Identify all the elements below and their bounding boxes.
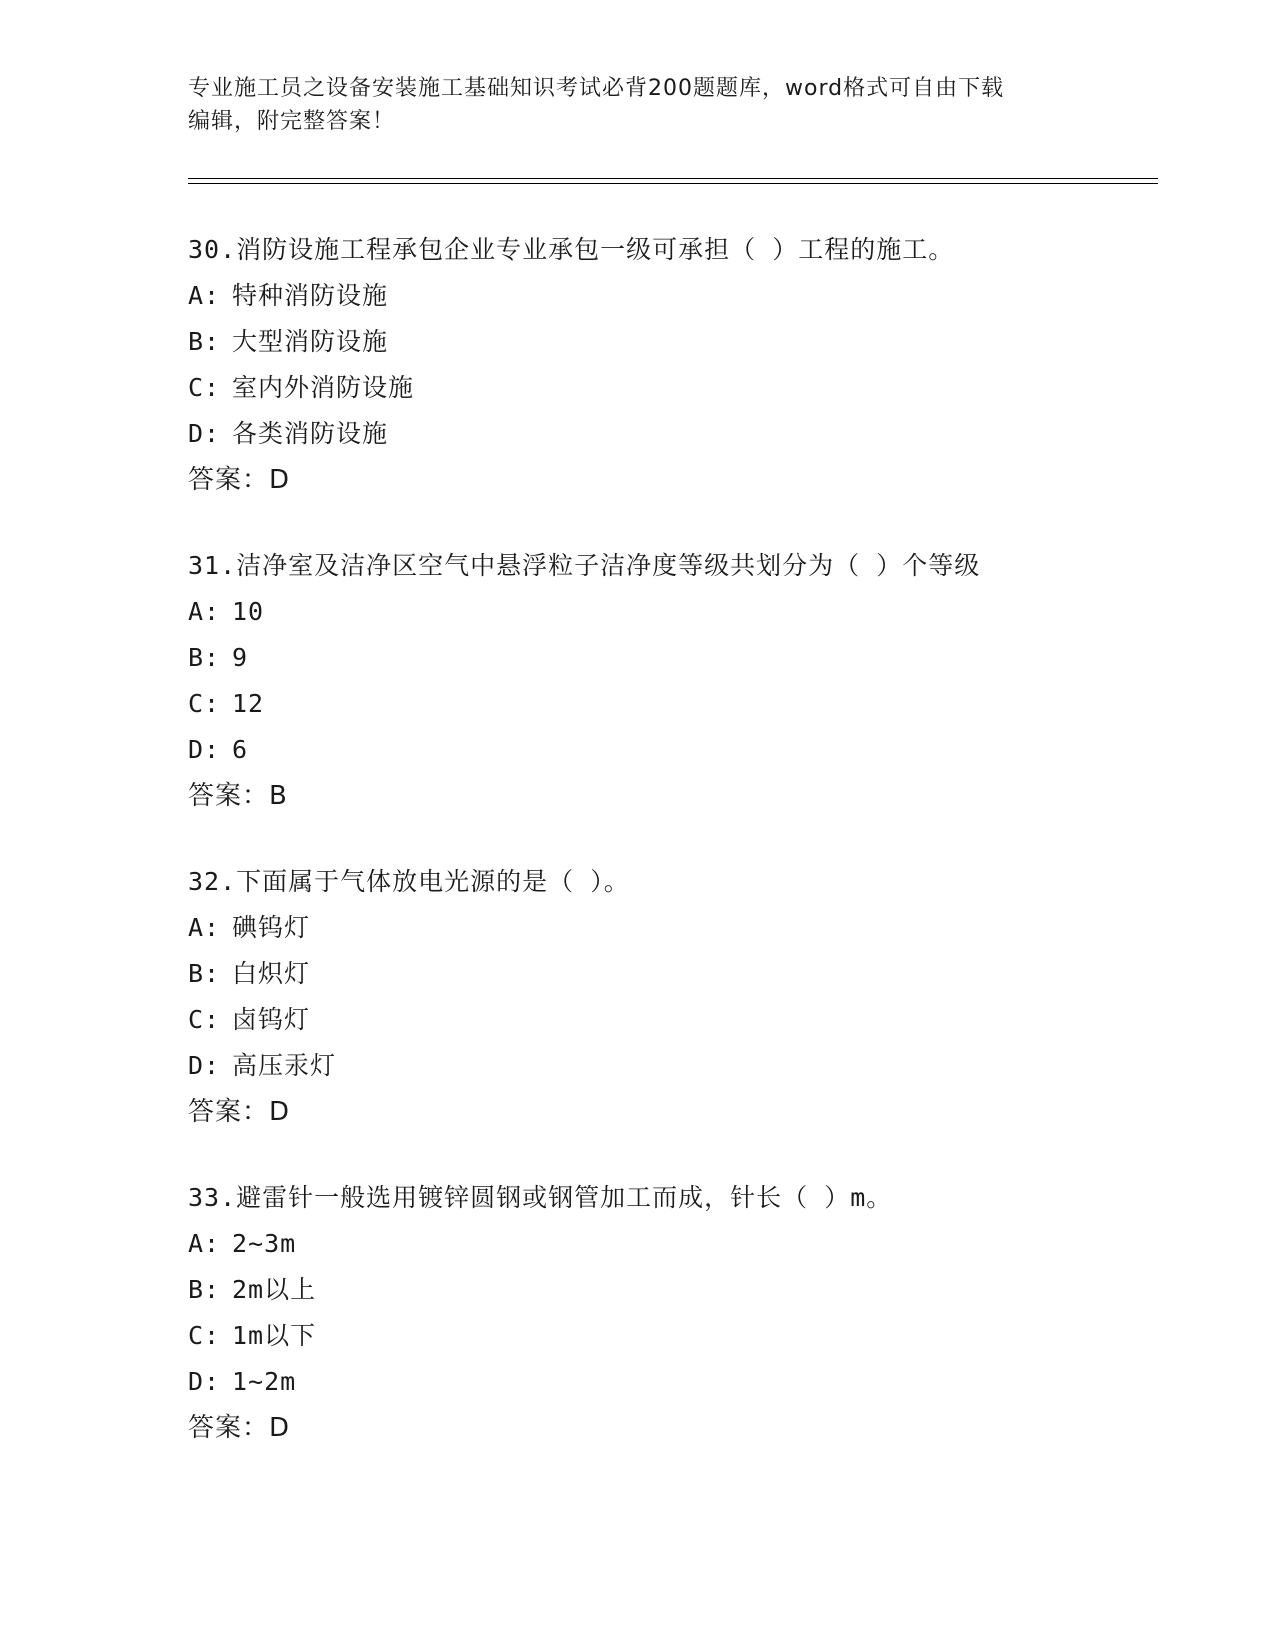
option-b xyxy=(188,319,1148,365)
option-c xyxy=(188,1313,1148,1359)
header-divider-bottom xyxy=(188,183,1158,184)
document-header xyxy=(188,72,1088,138)
option-d xyxy=(188,727,1148,773)
header-divider-top xyxy=(188,178,1158,179)
option-key: D: xyxy=(188,1367,221,1396)
question-stem: 32.下面属于气体放电光源的是（ ）。 xyxy=(188,867,630,896)
option-text: 高压汞灯 xyxy=(232,1051,337,1080)
option-d xyxy=(188,1359,1148,1405)
option-key: A: xyxy=(188,281,221,310)
option-key: A: xyxy=(188,597,221,626)
option-text: 各类消防设施 xyxy=(232,419,389,448)
question-block xyxy=(188,1175,1148,1451)
option-text: 10 xyxy=(232,597,265,626)
option-c xyxy=(188,681,1148,727)
option-key: C: xyxy=(188,373,221,402)
option-key: C: xyxy=(188,1321,221,1350)
option-text: 白炽灯 xyxy=(232,959,311,988)
option-text: 1m以下 xyxy=(232,1321,317,1350)
option-text: 9 xyxy=(232,643,249,672)
option-a xyxy=(188,1221,1148,1267)
answer-line: 答案：B xyxy=(188,781,288,811)
option-key: C: xyxy=(188,1005,221,1034)
question-block xyxy=(188,543,1148,819)
option-b xyxy=(188,1267,1148,1313)
option-text: 大型消防设施 xyxy=(232,327,389,356)
option-b xyxy=(188,635,1148,681)
option-d xyxy=(188,1043,1148,1089)
option-key: D: xyxy=(188,735,221,764)
question-stem: 30.消防设施工程承包企业专业承包一级可承担（ ）工程的施工。 xyxy=(188,235,955,264)
option-key: A: xyxy=(188,1229,221,1258)
option-key: B: xyxy=(188,327,221,356)
option-b xyxy=(188,951,1148,997)
option-text: 2~3m xyxy=(232,1229,297,1258)
option-key: C: xyxy=(188,689,221,718)
option-text: 室内外消防设施 xyxy=(232,373,415,402)
header-line-1: 专业施工员之设备安装施工基础知识考试必背200题题库，word格式可自由下载 xyxy=(188,76,1005,101)
option-a xyxy=(188,905,1148,951)
option-text: 1~2m xyxy=(232,1367,297,1396)
option-d xyxy=(188,411,1148,457)
option-text: 卤钨灯 xyxy=(232,1005,311,1034)
answer-line: 答案：D xyxy=(188,465,291,495)
option-key: A: xyxy=(188,913,221,942)
option-key: B: xyxy=(188,1275,221,1304)
option-a xyxy=(188,273,1148,319)
option-c xyxy=(188,997,1148,1043)
answer-line: 答案：D xyxy=(188,1413,291,1443)
answer-line: 答案：D xyxy=(188,1097,291,1127)
option-key: B: xyxy=(188,959,221,988)
option-key: B: xyxy=(188,643,221,672)
header-line-2: 编辑，附完整答案！ xyxy=(188,109,396,134)
question-stem: 33.避雷针一般选用镀锌圆钢或钢管加工而成，针长（ ）m。 xyxy=(188,1183,893,1212)
option-text: 12 xyxy=(232,689,265,718)
option-text: 2m以上 xyxy=(232,1275,317,1304)
option-a xyxy=(188,589,1148,635)
option-text: 特种消防设施 xyxy=(232,281,389,310)
option-key: D: xyxy=(188,1051,221,1080)
option-text: 6 xyxy=(232,735,249,764)
option-text: 碘钨灯 xyxy=(232,913,311,942)
option-c xyxy=(188,365,1148,411)
question-block xyxy=(188,227,1148,503)
option-key: D: xyxy=(188,419,221,448)
question-block xyxy=(188,859,1148,1135)
question-stem: 31.洁净室及洁净区空气中悬浮粒子洁净度等级共划分为（ ）个等级 xyxy=(188,551,981,580)
